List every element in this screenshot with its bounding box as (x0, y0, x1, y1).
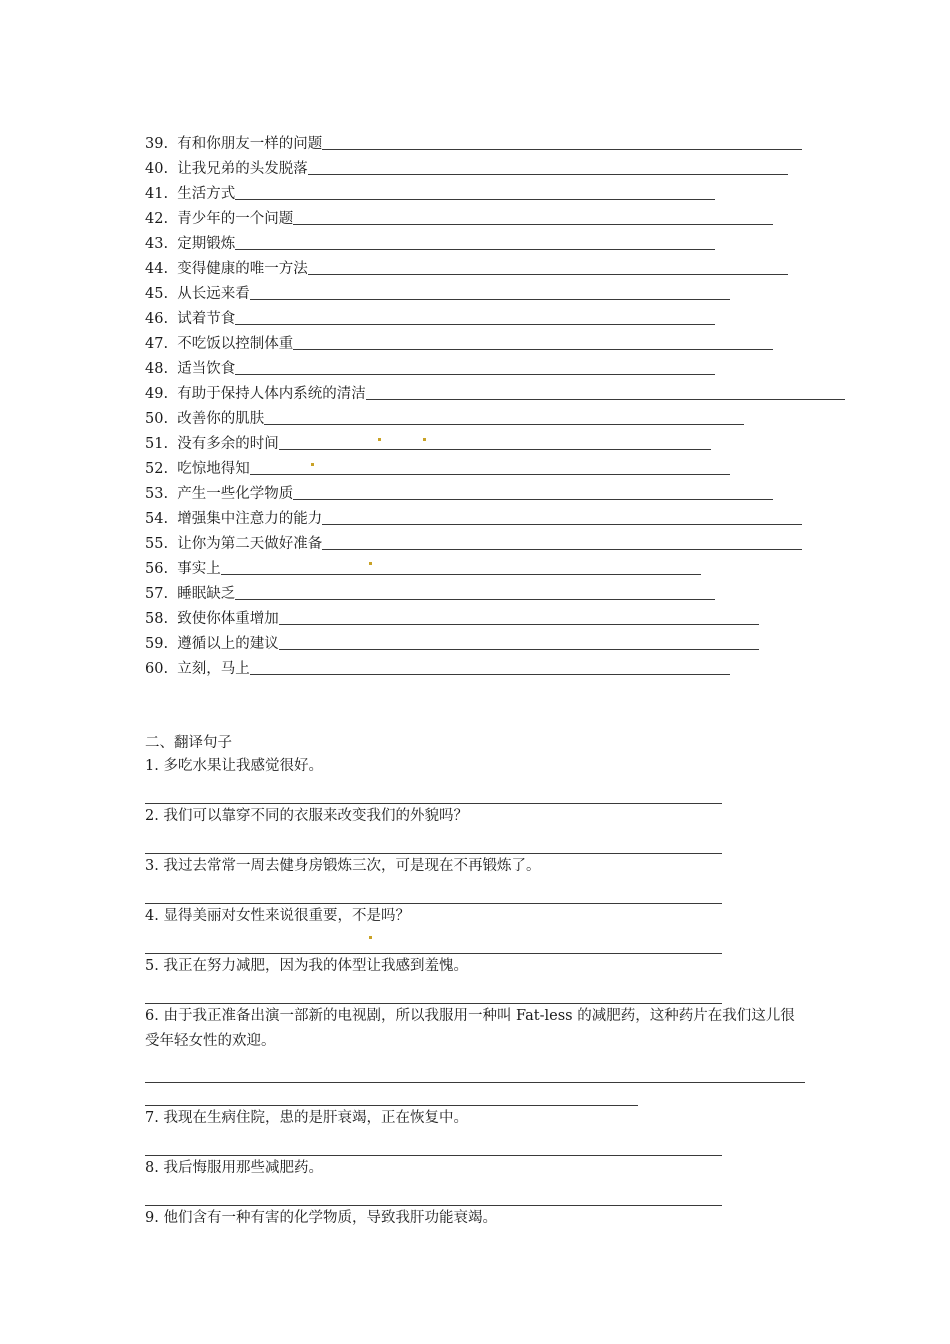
item-number: 40. (145, 161, 169, 177)
worksheet-page (145, 128, 845, 1231)
answer-blank[interactable] (264, 423, 744, 425)
sentence-text: 6. 由于我正准备出演一部新的电视剧，所以我服用一种叫 Fat-less 的减肥药，这种药片在我们这儿很受年轻女性的欢迎。 (145, 1008, 795, 1049)
translation-item-1 (145, 754, 845, 804)
item-number: 51. (145, 436, 169, 452)
item-text: 改善你的肌肤 (177, 411, 265, 427)
translation-item-3 (145, 854, 845, 904)
item-text: 产生一些化学物质 (177, 486, 294, 502)
answer-blank[interactable] (221, 573, 701, 575)
vocab-item-52 (145, 453, 845, 478)
answer-blank[interactable] (235, 323, 715, 325)
vocab-item-48 (145, 353, 845, 378)
item-number: 60. (145, 661, 169, 677)
vocab-item-51 (145, 428, 845, 453)
answer-blank[interactable] (322, 523, 802, 525)
answer-line[interactable] (145, 879, 722, 904)
vocab-item-56 (145, 553, 845, 578)
item-number: 55. (145, 536, 169, 552)
answer-blank[interactable] (322, 148, 802, 150)
answer-line[interactable] (145, 1054, 805, 1083)
vocab-item-49 (145, 378, 845, 403)
item-text: 适当饮食 (177, 361, 236, 377)
answer-line[interactable] (145, 1181, 722, 1206)
vocab-item-54 (145, 503, 845, 528)
vocab-item-40 (145, 153, 845, 178)
item-text: 吃惊地得知 (177, 461, 250, 477)
answer-blank[interactable] (293, 223, 773, 225)
item-text: 不吃饭以控制体重 (177, 336, 294, 352)
item-number: 52. (145, 461, 169, 477)
item-text: 有助于保持人体内系统的清洁 (177, 386, 366, 402)
vocab-item-39 (145, 128, 845, 153)
vocab-item-44 (145, 253, 845, 278)
item-text: 没有多余的时间 (177, 436, 279, 452)
vocab-list (145, 128, 845, 678)
answer-blank[interactable] (279, 623, 759, 625)
item-text: 立刻，马上 (177, 661, 250, 677)
item-number: 42. (145, 211, 169, 227)
sentence-text: 1. 多吃水果让我感觉很好。 (145, 758, 323, 774)
sentence-text: 7. 我现在生病住院，患的是肝衰竭，正在恢复中。 (145, 1110, 468, 1126)
answer-blank[interactable] (322, 548, 802, 550)
item-text: 事实上 (177, 561, 221, 577)
item-number: 48. (145, 361, 169, 377)
answer-line[interactable] (145, 929, 722, 954)
answer-blank[interactable] (250, 473, 730, 475)
answer-blank[interactable] (279, 448, 711, 450)
answer-blank[interactable] (235, 248, 715, 250)
sentence-text: 3. 我过去常常一周去健身房锻炼三次，可是现在不再锻炼了。 (145, 858, 541, 874)
item-number: 45. (145, 286, 169, 302)
translation-item-8 (145, 1156, 845, 1206)
vocab-item-59 (145, 628, 845, 653)
answer-blank[interactable] (250, 673, 730, 675)
answer-blank[interactable] (235, 598, 715, 600)
vocab-item-43 (145, 228, 845, 253)
answer-blank[interactable] (308, 273, 788, 275)
vocab-item-47 (145, 328, 845, 353)
vocab-item-41 (145, 178, 845, 203)
highlight-marker (423, 438, 426, 441)
translation-item-4 (145, 904, 845, 954)
highlight-marker (369, 936, 372, 939)
item-number: 41. (145, 186, 169, 202)
item-text: 遵循以上的建议 (177, 636, 279, 652)
item-number: 50. (145, 411, 169, 427)
sentence-text: 9. 他们含有一种有害的化学物质，导致我肝功能衰竭。 (145, 1210, 497, 1226)
item-text: 致使你体重增加 (177, 611, 279, 627)
item-text: 让我兄弟的头发脱落 (177, 161, 308, 177)
highlight-marker (369, 562, 372, 565)
item-text: 生活方式 (177, 186, 236, 202)
sentence-text: 4. 显得美丽对女性来说很重要，不是吗？ (145, 908, 410, 924)
item-text: 变得健康的唯一方法 (177, 261, 308, 277)
item-number: 43. (145, 236, 169, 252)
sentence-text: 2. 我们可以靠穿不同的衣服来改变我们的外貌吗？ (145, 808, 468, 824)
item-number: 46. (145, 311, 169, 327)
item-number: 54. (145, 511, 169, 527)
translation-item-2 (145, 804, 845, 854)
answer-line[interactable] (145, 979, 722, 1004)
answer-line[interactable] (145, 1083, 638, 1106)
vocab-item-46 (145, 303, 845, 328)
answer-blank[interactable] (293, 348, 773, 350)
item-text: 定期锻炼 (177, 236, 236, 252)
item-text: 睡眠缺乏 (177, 586, 236, 602)
vocab-item-53 (145, 478, 845, 503)
item-text: 试着节食 (177, 311, 236, 327)
answer-blank[interactable] (279, 648, 759, 650)
item-number: 53. (145, 486, 169, 502)
item-text: 青少年的一个问题 (177, 211, 294, 227)
answer-blank[interactable] (235, 198, 715, 200)
answer-line[interactable] (145, 829, 722, 854)
vocab-item-45 (145, 278, 845, 303)
answer-line[interactable] (145, 1131, 722, 1156)
vocab-item-42 (145, 203, 845, 228)
vocab-item-50 (145, 403, 845, 428)
highlight-marker (311, 463, 314, 466)
answer-blank[interactable] (250, 298, 730, 300)
section-title: 二、翻译句子 (145, 735, 232, 751)
answer-blank[interactable] (366, 398, 845, 400)
translation-item-9 (145, 1206, 845, 1231)
translation-list (145, 754, 845, 1231)
answer-blank[interactable] (308, 173, 788, 175)
vocab-item-57 (145, 578, 845, 603)
item-text: 从长远来看 (177, 286, 250, 302)
translation-item-5 (145, 954, 845, 1004)
item-number: 56. (145, 561, 169, 577)
translation-item-7 (145, 1106, 845, 1156)
answer-line[interactable] (145, 779, 722, 804)
item-text: 增强集中注意力的能力 (177, 511, 323, 527)
item-text: 让你为第二天做好准备 (177, 536, 323, 552)
item-number: 49. (145, 386, 169, 402)
item-text: 有和你朋友一样的问题 (177, 136, 323, 152)
item-number: 58. (145, 611, 169, 627)
answer-blank[interactable] (235, 373, 715, 375)
sentence-text: 5. 我正在努力减肥，因为我的体型让我感到羞愧。 (145, 958, 468, 974)
translation-item-6 (145, 1004, 845, 1106)
vocab-item-55 (145, 528, 845, 553)
item-number: 57. (145, 586, 169, 602)
item-number: 47. (145, 336, 169, 352)
highlight-marker (378, 438, 381, 441)
answer-blank[interactable] (293, 498, 773, 500)
item-number: 44. (145, 261, 169, 277)
vocab-item-58 (145, 603, 845, 628)
vocab-item-60 (145, 653, 845, 678)
item-number: 59. (145, 636, 169, 652)
item-number: 39. (145, 136, 169, 152)
sentence-text: 8. 我后悔服用那些减肥药。 (145, 1160, 323, 1176)
